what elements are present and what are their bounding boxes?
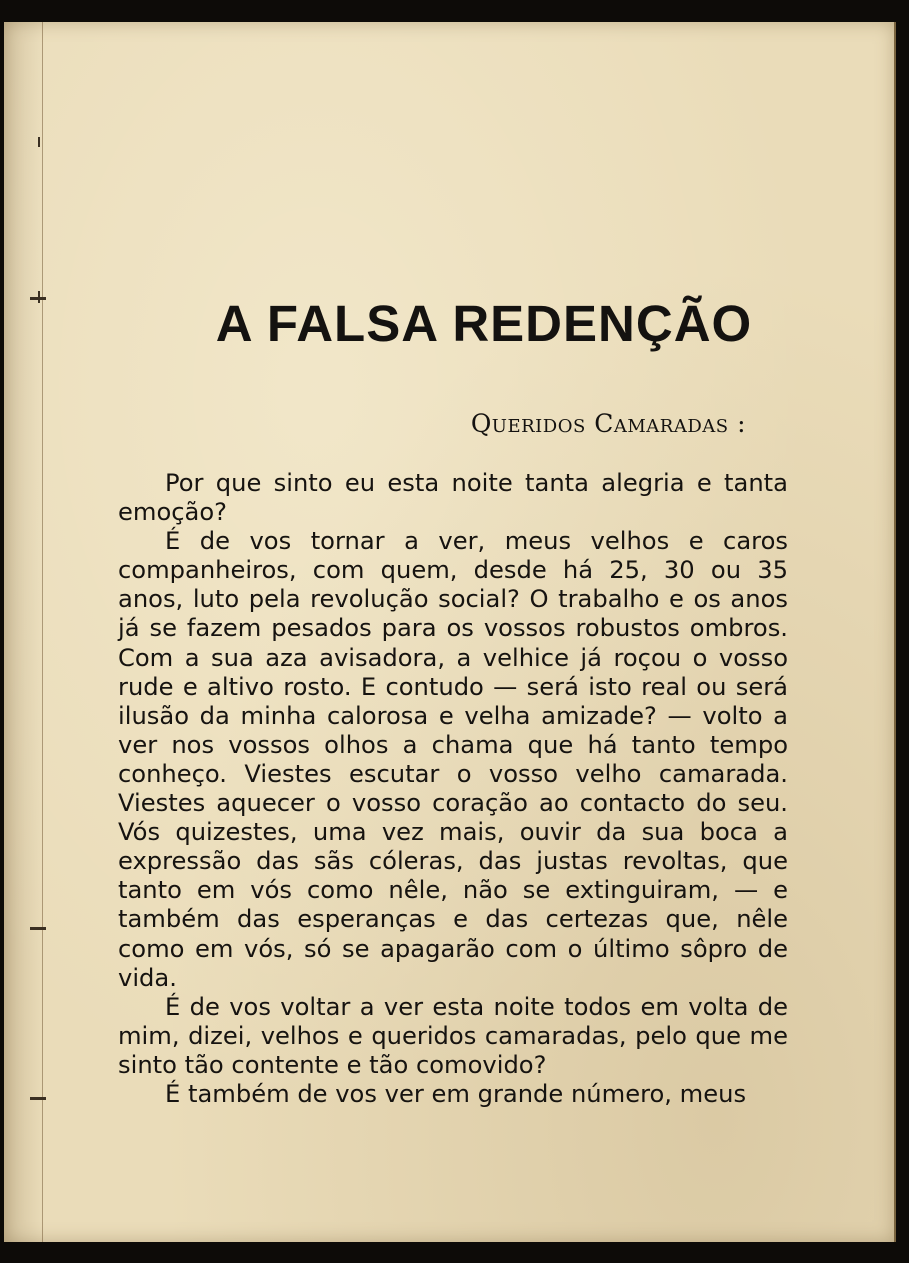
paragraph: É de vos voltar a ver esta noite todos em volta de mim, dizei, velhos e queridos camaradas, pelo que me sinto tão contente e tão comovido? <box>118 992 788 1079</box>
binding-stitch <box>30 1097 46 1100</box>
chapter-title: A FALSA REDENÇÃO <box>215 295 753 352</box>
book-page <box>4 22 896 1242</box>
paragraph: Por que sinto eu esta noite tanta alegria e tanta emoção? <box>118 469 788 527</box>
page-content <box>118 294 788 1109</box>
body-text <box>118 469 788 1109</box>
binding-stitch <box>30 927 46 930</box>
binding-stitch <box>38 137 40 147</box>
paragraph: É de vos tornar a ver, meus velhos e caros companheiros, com quem, desde há 25, 30 ou 35 anos, luto pela revolução social? O trabalho e os anos já se fazem pesados para os vossos robustos ombros. Com a sua aza avisadora, a velhice já roçou o vosso rude e altivo rosto. E contudo — será isto real ou será ilusão da minha calorosa e velha amizade? — volto a ver nos vossos olhos a chama que há tanto tempo conheço. Viestes escutar o vosso velho camarada. Viestes aquecer o vosso coração ao contacto do seu. Vós quizestes, uma vez mais, ouvir da sua boca a expressão das sãs cóleras, das justas revoltas, que tanto em vós como nêle, não se extinguiram, — e também das esperanças e das certezas que, nêle como em vós, só se apagarão com o último sôpro de vida. <box>118 527 788 992</box>
page-gutter <box>42 22 43 1242</box>
salutation: Queridos Camaradas : <box>470 409 746 438</box>
paragraph: É também de vos ver em grande número, meus <box>165 1079 747 1108</box>
binding-stitch <box>38 291 40 303</box>
